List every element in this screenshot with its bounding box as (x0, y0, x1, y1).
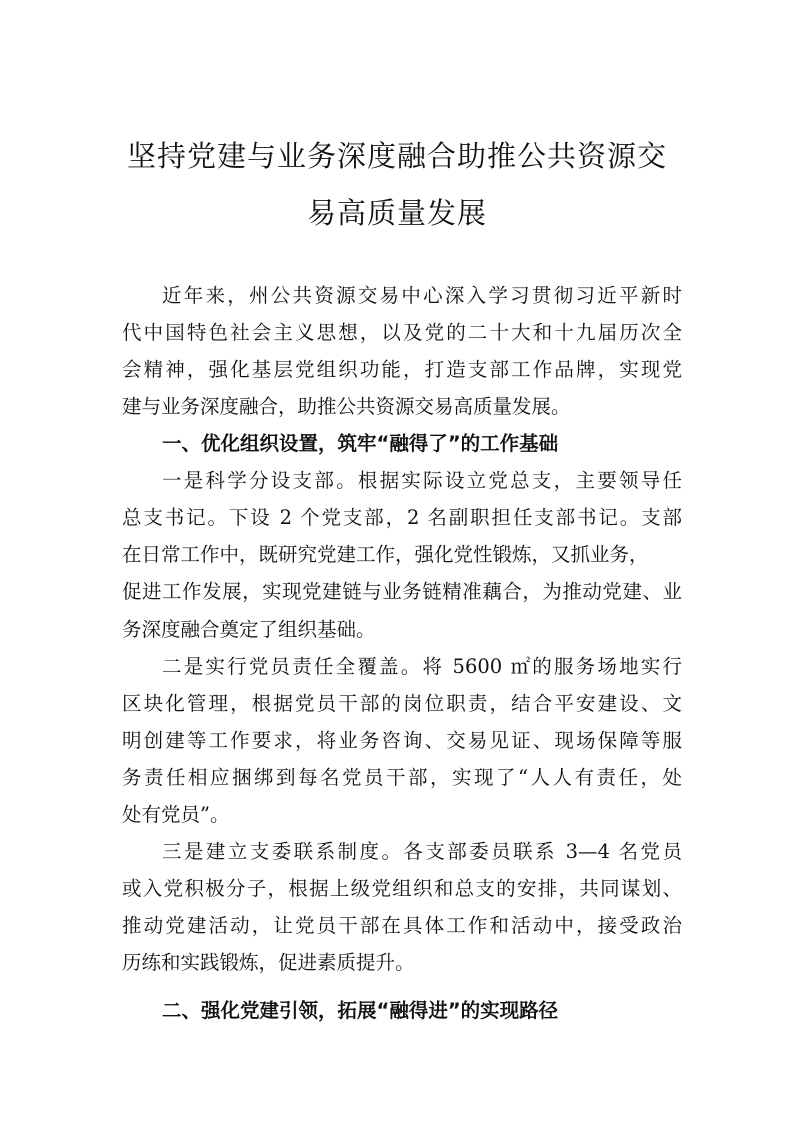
paragraph-line: 或入党积极分子，根据上级党组织和总支的安排，共同谋划、 (122, 877, 682, 900)
paragraph-line: 明创建等工作要求，将业务咨询、交易见证、现场保障等服 (122, 729, 682, 752)
title-line-1: 坚持党建与业务深度融合助推公共资源交 (126, 139, 667, 173)
paragraph-line: 一是科学分设支部。根据实际设立党总支，主要领导任 (162, 469, 682, 492)
title-line-2: 易高质量发展 (306, 196, 487, 230)
paragraph-line: 处有党员”。 (122, 803, 230, 826)
paragraph-line: 代中国特色社会主义思想，以及党的二十大和十九届历次全 (122, 321, 682, 344)
paragraph-line: 近年来，州公共资源交易中心深入学习贯彻习近平新时 (162, 284, 682, 307)
paragraph-line: 在日常工作中，既研究党建工作，强化党性锻炼，又抓业务， (122, 543, 649, 566)
paragraph-line: 推动党建活动，让党员干部在具体工作和活动中，接受政治 (122, 914, 682, 937)
paragraph-line: 促进工作发展，实现党建链与业务链精准藕合，为推动党建、业 (122, 580, 682, 603)
paragraph-line: 务责任相应捆绑到每名党员干部，实现了“人人有责任，处 (122, 766, 682, 789)
paragraph-line: 务深度融合奠定了组织基础。 (122, 618, 376, 641)
paragraph-line: 历练和实践锻炼，促进素质提升。 (122, 951, 415, 974)
paragraph-line: 区块化管理，根据党员干部的岗位职责，结合平安建设、文 (122, 692, 682, 715)
section-heading: 一、优化组织设置，筑牢“融得了”的工作基础 (162, 432, 559, 455)
paragraph-line: 三是建立支委联系制度。各支部委员联系 3—4 名党员 (162, 840, 682, 863)
paragraph-line: 建与业务深度融合，助推公共资源交易高质量发展。 (122, 395, 571, 418)
paragraph-line: 会精神，强化基层党组织功能，打造支部工作品牌，实现党 (122, 358, 682, 381)
section-heading: 二、强化党建引领，拓展“融得进”的实现路径 (162, 999, 559, 1022)
paragraph-line: 二是实行党员责任全覆盖。将 5600 ㎡的服务场地实行 (162, 655, 682, 678)
paragraph-line: 总支书记。下设 2 个党支部，2 名副职担任支部书记。支部 (122, 506, 682, 529)
